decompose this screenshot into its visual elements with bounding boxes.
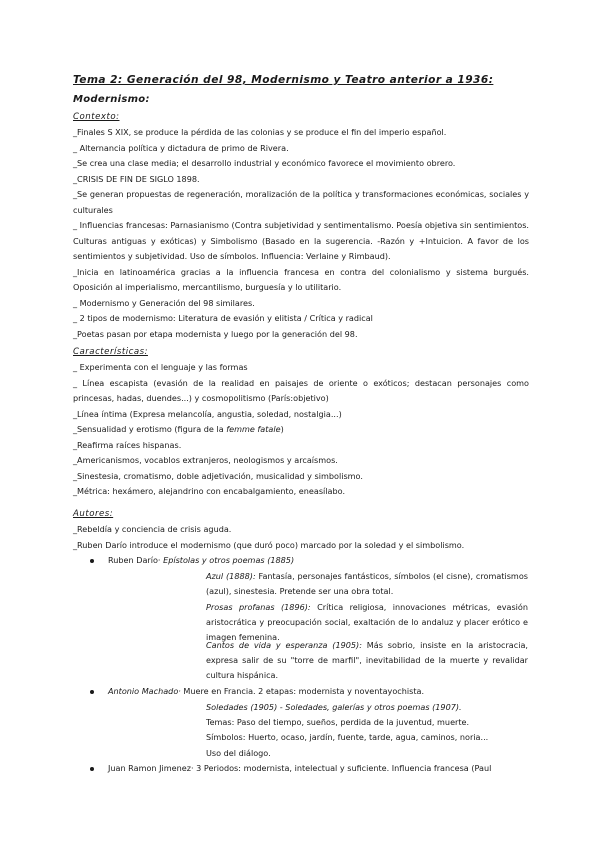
contexto-line: _ Influencias francesas: Parnasianismo (Contra subjetividad y sentimentalismo. Poesía objetiva sin sentimientos. Culturas antiguas y exóticas) y Simbolismo (Basado en la sugerencia. -Razón y +Intuicion. A favor de los sentimientos y subjetividad. Uso de símbolos. Influencia: Verlaine y Rimbaud). (73, 220, 529, 261)
caracteristica-line: _Línea íntima (Expresa melancolía, angustia, soledad, nostalgia...) (73, 408, 342, 419)
contexto-heading: Contexto: (73, 112, 120, 122)
caracteristica-line: _ Experimenta con el lenguaje y las formas (73, 362, 248, 372)
work-title: Soledades (1905) - Soledades, galerías y otros poemas (1907). (206, 702, 462, 712)
work-description: Crítica religiosa, innovaciones métricas, evasión aristocrática y preocupación social, exaltación de lo andaluz y placer erótico e imagen femenina. (206, 602, 529, 643)
machado-simbolos: Símbolos: Huerto, ocaso, jardín, fuente, tarde, agua, caminos, noria... (206, 732, 489, 743)
contexto-line: _Inicia en latinoamérica gracias a la influencia francesa en contra del colonialismo y sistema burgués. Oposición al imperialismo, mercantilismo, burguesía y lo utilitario. (73, 266, 529, 292)
bullet-icon (90, 690, 94, 694)
machado-details (206, 700, 488, 761)
section-title-modernismo: Modernismo: (73, 94, 150, 105)
work-title: Epístolas y otros poemas (1885) (163, 555, 295, 565)
contexto-line: _Se crea una clase media; el desarrollo industrial y económico favorece el movimiento obrero. (73, 158, 456, 168)
contexto-line: _ Alternancia política y dictadura de primo de Rivera. (73, 142, 289, 153)
autores-block (73, 522, 529, 553)
contexto-line: _ Modernismo y Generación del 98 similares. (73, 297, 255, 308)
author-name: Ruben Darío· (108, 555, 161, 565)
work-title: Cantos de vida y esperanza (1905): (206, 640, 362, 650)
author-dario (108, 553, 294, 568)
caracteristica-text: ) (280, 424, 284, 434)
machado-temas: Temas: Paso del tiempo, sueños, perdida de la juventud, muerte. (206, 717, 470, 728)
caracteristica-line: _Métrica: hexámero, alejandrino con encabalgamiento, eneasílabo. (73, 486, 346, 496)
contexto-line: _Poetas pasan por etapa modernista y luego por la generación del 98. (73, 328, 358, 339)
author-machado (108, 684, 424, 699)
author-description: 3 Periodos: modernista, intelectual y suficiente. Influencia francesa (Paul (193, 763, 492, 773)
bullet-icon (90, 559, 94, 563)
work-title: Prosas profanas (1896): (206, 602, 311, 612)
contexto-line: _CRISIS DE FIN DE SIGLO 1898. (73, 173, 200, 184)
contexto-line: _Finales S XIX, se produce la pérdida de las colonias y se produce el fin del imperio español. (73, 127, 447, 137)
caracteristica-line: _Americanismos, vocablos extranjeros, neologismos y arcaísmos. (73, 455, 338, 465)
caracteristica-line: _Sinestesia, cromatismo, doble adjetivación, musicalidad y simbolismo. (73, 470, 363, 481)
author-jimenez (108, 761, 491, 776)
author-description: Muere en Francia. 2 etapas: modernista y noventayochista. (180, 686, 425, 696)
page-title: Tema 2: Generación del 98, Modernismo y Teatro anterior a 1936: (73, 74, 494, 86)
author-name: Antonio Machado· (108, 686, 181, 696)
contexto-line: _Se generan propuestas de regeneración, moralización de la política y transformaciones económicas, sociales y culturales (73, 189, 529, 215)
work-title: Azul (1888): (206, 571, 256, 581)
caracteristicas-heading: Características: (73, 347, 148, 357)
work-description: Más sobrio, insiste en la aristocracia, expresa salir de su "torre de marfil", inevitabilidad de la muerte y revalidar cultura hispánica. (206, 640, 528, 681)
caracteristica-line (73, 422, 529, 438)
caracteristica-text: _Sensualidad y erotismo (figura de la (73, 424, 227, 434)
bullet-icon (90, 767, 94, 771)
author-name: Juan Ramon Jimenez· (108, 763, 194, 773)
autores-heading: Autores: (73, 509, 114, 519)
femme-fatale-text: femme fatale (226, 424, 281, 434)
contexto-block (73, 125, 529, 342)
caracteristicas-block (73, 360, 529, 500)
work-description: Fantasía, personajes fantásticos, símbolos (el cisne), cromatismos (azul), sinestesia. Pretende ser una obra total. (206, 571, 528, 597)
work-azul (206, 569, 528, 599)
work-cantos (206, 638, 528, 684)
machado-dialogo: Uso del diálogo. (206, 747, 271, 758)
autores-line: _Ruben Darío introduce el modernismo (que duró poco) marcado por la soledad y el simbolismo. (73, 539, 465, 550)
autores-line: _Rebeldía y conciencia de crisis aguda. (73, 524, 232, 534)
caracteristica-line: _ Línea escapista (evasión de la realidad en paisajes de oriente o exóticos; destacan personajes como princesas, hadas, duendes...) y cosmopolitismo (París:objetivo) (73, 377, 529, 403)
caracteristica-line: _Reafirma raíces hispanas. (73, 439, 182, 450)
contexto-line: _ 2 tipos de modernismo: Literatura de evasión y elitista / Crítica y radical (73, 313, 373, 323)
